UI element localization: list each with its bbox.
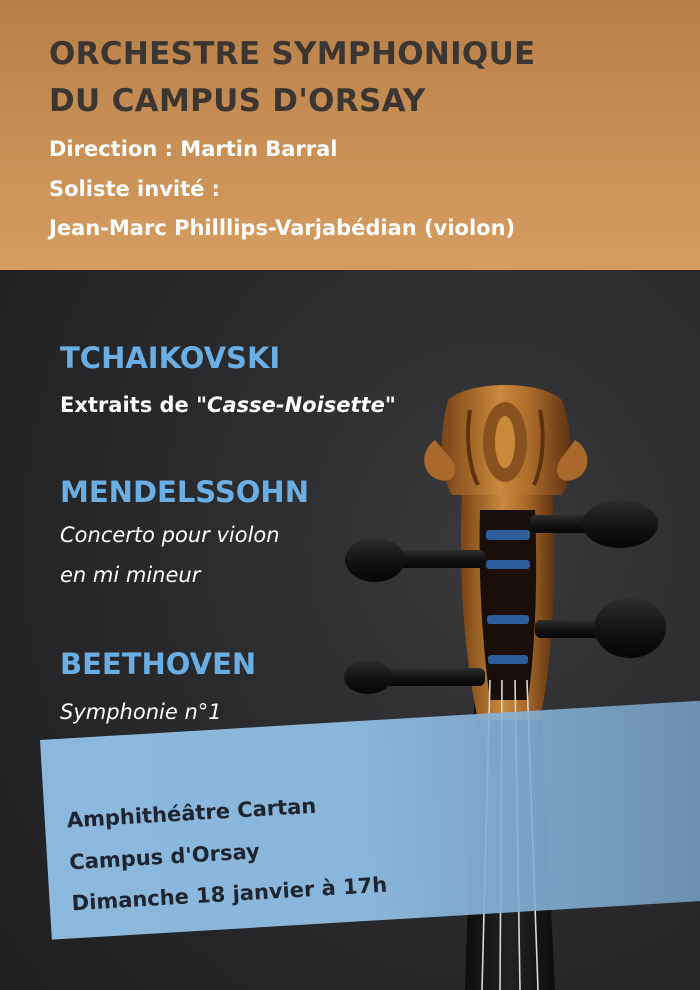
venue-name: Amphithéâtre Cartan	[66, 793, 317, 833]
composer-2-work-line-2: en mi mineur	[60, 563, 201, 587]
composer-1-work	[60, 393, 396, 417]
composer-3-name: BEETHOVEN	[60, 647, 257, 681]
composer-2-name: MENDELSSOHN	[60, 475, 309, 509]
composer-3-work: Symphonie n°1	[60, 700, 222, 724]
soloist-name: Jean-Marc Philllips-Varjabédian (violon)	[49, 216, 516, 240]
conductor-text: Direction : Martin Barral	[49, 137, 338, 161]
venue-campus: Campus d'Orsay	[68, 839, 261, 875]
composer-1-name: TCHAIKOVSKI	[60, 341, 281, 375]
orchestra-title-line-1: ORCHESTRE SYMPHONIQUE	[49, 36, 536, 72]
soloist-label: Soliste invité :	[49, 177, 221, 201]
orchestra-title-line-2: DU CAMPUS D'ORSAY	[49, 83, 426, 119]
header-band	[0, 0, 700, 270]
composer-1-work-prefix: Extraits de	[60, 393, 197, 417]
composer-2-work-line-1: Concerto pour violon	[60, 523, 280, 547]
event-datetime: Dimanche 18 janvier à 17h	[71, 872, 388, 916]
composer-1-work-title: "Casse-Noisette"	[196, 393, 396, 417]
venue-banner	[40, 698, 700, 939]
